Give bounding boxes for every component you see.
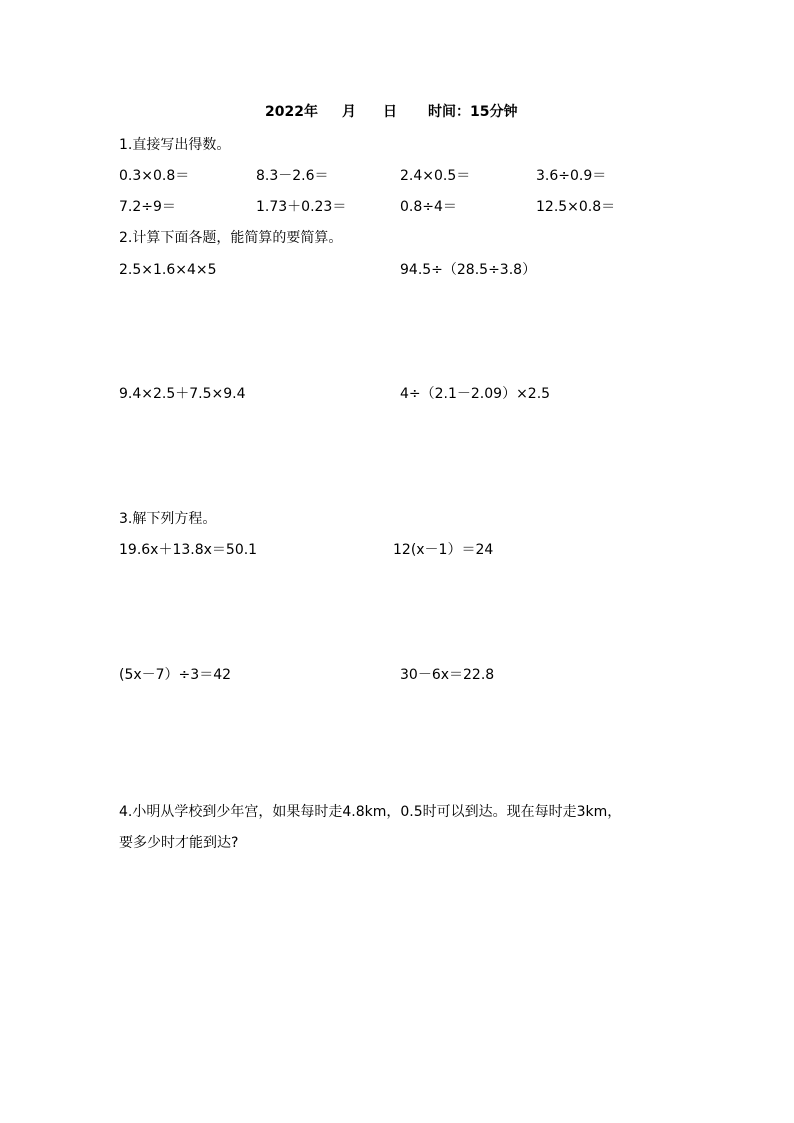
equation-problem: 12(x－1）＝24 — [393, 542, 494, 558]
header-time: 时间：15分钟 — [428, 104, 518, 120]
oral-problem: 0.8÷4＝ — [400, 199, 457, 215]
header-month: 月 — [342, 104, 356, 120]
oral-problem: 1.73＋0.23＝ — [256, 199, 347, 215]
equation-problem: 30－6x＝22.8 — [400, 667, 495, 683]
oral-problem: 8.3－2.6＝ — [256, 168, 329, 184]
section3-heading: 3.解下列方程。 — [119, 511, 217, 527]
calc-problem: 9.4×2.5＋7.5×9.4 — [119, 386, 246, 402]
oral-problem: 0.3×0.8＝ — [119, 168, 190, 184]
header-year: 2022年 — [265, 104, 318, 120]
oral-problem: 12.5×0.8＝ — [536, 199, 616, 215]
word-problem-line1: 4.小明从学校到少年宫，如果每时走4.8km，0.5时可以到达。现在每时走3km， — [119, 804, 622, 820]
oral-problem: 2.4×0.5＝ — [400, 168, 471, 184]
oral-problem: 3.6÷0.9＝ — [536, 168, 607, 184]
calc-problem: 94.5÷（28.5÷3.8） — [400, 262, 537, 278]
calc-problem: 4÷（2.1－2.09）×2.5 — [400, 386, 551, 402]
header-day: 日 — [383, 104, 397, 120]
calc-problem: 2.5×1.6×4×5 — [119, 262, 217, 278]
section1-heading: 1.直接写出得数。 — [119, 137, 231, 153]
oral-problem: 7.2÷9＝ — [119, 199, 176, 215]
word-problem-line2: 要多少时才能到达? — [119, 835, 239, 851]
equation-problem: (5x－7）÷3＝42 — [119, 667, 232, 683]
section2-heading: 2.计算下面各题，能简算的要简算。 — [119, 230, 343, 246]
equation-problem: 19.6x＋13.8x＝50.1 — [119, 542, 258, 558]
